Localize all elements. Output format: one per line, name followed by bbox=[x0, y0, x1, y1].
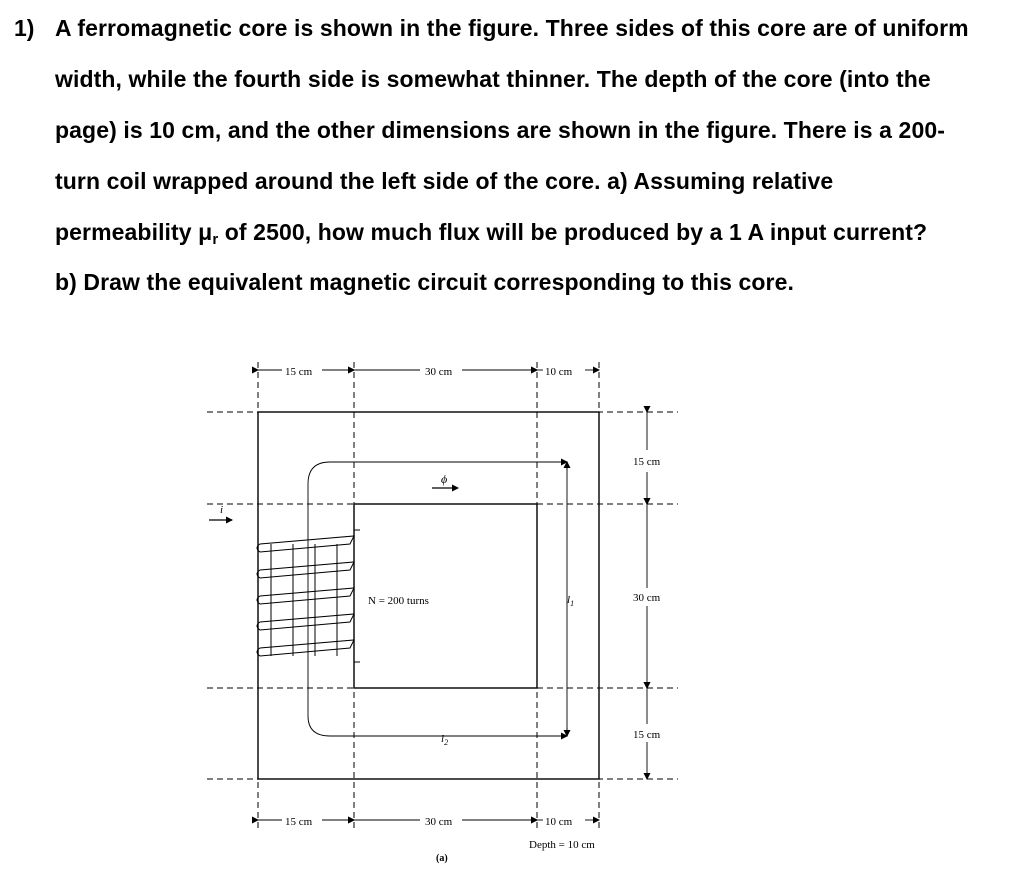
bottom-dim-left: 15 cm bbox=[285, 816, 313, 828]
l2-letter: l bbox=[441, 733, 445, 745]
mean-flux-path bbox=[308, 462, 567, 736]
right-dim-middle: 30 cm bbox=[633, 592, 661, 604]
problem-number: 1) bbox=[14, 15, 35, 41]
depth-label: Depth = 10 cm bbox=[529, 839, 595, 851]
bottom-dim-right: 10 cm bbox=[545, 816, 573, 828]
problem-line-6: b) Draw the equivalent magnetic circuit corresponding to this core. bbox=[55, 269, 794, 295]
l1-label bbox=[567, 594, 574, 608]
problem-line-3: page) is 10 cm, and the other dimensions are shown in the figure. There is a 200- bbox=[55, 117, 945, 143]
dashed-guides bbox=[207, 362, 678, 830]
flux-label: ϕ bbox=[441, 472, 448, 486]
current-label: i bbox=[220, 504, 224, 516]
top-dim-right: 10 cm bbox=[545, 366, 573, 378]
l2-sub: 2 bbox=[444, 738, 449, 747]
top-dim-middle: 30 cm bbox=[425, 366, 453, 378]
problem-line-1: A ferromagnetic core is shown in the figure. Three sides of this core are of uniform bbox=[55, 15, 969, 41]
mu-subscript: r bbox=[212, 231, 219, 248]
top-dim-left: 15 cm bbox=[285, 366, 313, 378]
problem-line-2: width, while the fourth side is somewhat thinner. The depth of the core (into the bbox=[55, 66, 931, 92]
l1-letter: l bbox=[567, 594, 571, 606]
l1-sub: 1 bbox=[570, 599, 575, 608]
line-5-end: of 2500, how much flux will be produced by a 1 A input current? bbox=[218, 219, 928, 245]
problem-line-4: turn coil wrapped around the left side of the core. a) Assuming relative bbox=[55, 168, 834, 194]
line-5-start: permeability μ bbox=[55, 219, 213, 245]
turns-label: N = 200 turns bbox=[368, 595, 429, 607]
bottom-dim-middle: 30 cm bbox=[425, 816, 453, 828]
right-dim-top: 15 cm bbox=[633, 456, 661, 468]
coil-winding bbox=[257, 530, 360, 662]
right-dim-bottom: 15 cm bbox=[633, 729, 661, 741]
l2-label bbox=[441, 733, 448, 747]
figure-caption: (a) bbox=[436, 853, 448, 864]
